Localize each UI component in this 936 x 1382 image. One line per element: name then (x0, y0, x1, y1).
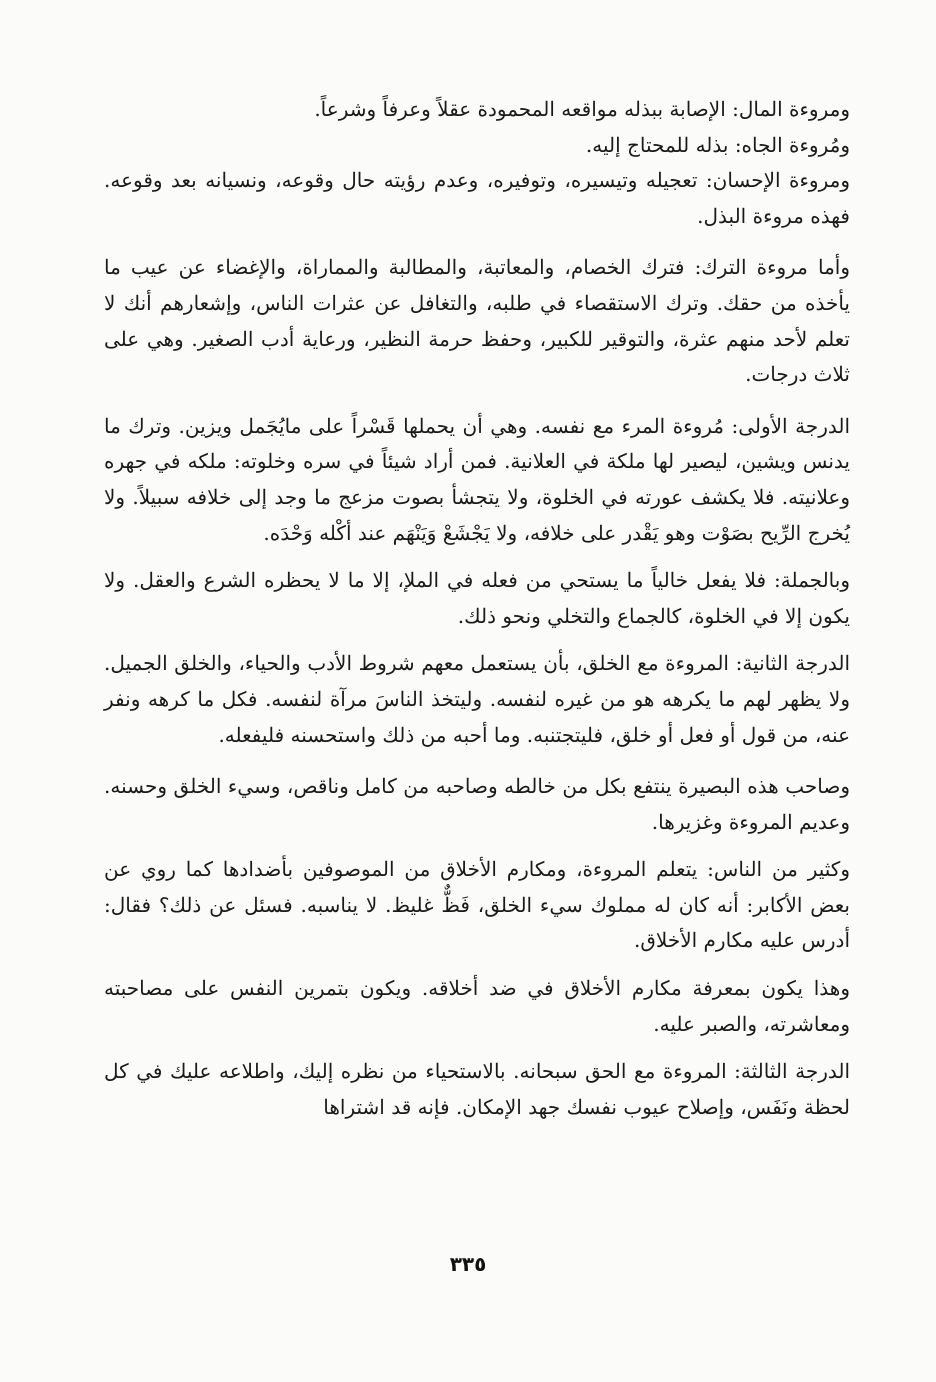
paragraph-second-degree: الدرجة الثانية: المروءة مع الخلق، بأن يستعمل معهم شروط الأدب والحياء، والخلق الجميل. ولا يظهر لهم ما يكرهه هو من غيره لنفسه. وليتخذ الناسَ مرآة لنفسه. فكل ما كرهه ونفر عنه، من قول أو فعل أو خلق، فليتجتنبه. وما أحبه من ذلك واستحسنه فليفعله. (104, 651, 850, 747)
paragraph-learning-from-opposites: وكثير من الناس: يتعلم المروءة، ومكارم الأخلاق من الموصوفين بأضدادها كما روي عن بعض الأكابر: أنه كان له مملوك سيء الخلق، فَظٌّ غليظ. لا يناسبه. فسئل عن ذلك؟ فقال: أدرس عليه مكارم الأخلاق. (104, 857, 850, 953)
paragraph-in-summary: وبالجملة: فلا يفعل خالياً ما يستحي من فعله في الملإ، إلا ما لا يحظره الشرع والعقل. ولا يكون إلا في الخلوة، كالجماع والتخلي ونحو ذلك. (104, 568, 850, 628)
paragraph-first-degree: الدرجة الأولى: مُروءة المرء مع نفسه. وهي أن يحملها قَسْراً على مايُجَمل ويزين. وترك ما يدنس ويشين، ليصير لها ملكة في العلانية. فمن أراد شيئاً في سره وخلوته: ملكه في جهره وعلانيته. فلا يكشف عورته في الخلوة، ولا يتجشأ بصوت مزعج ما وجد إلى خلافه سبيلاً. ولا يُخرج الرِّيح بصَوْت وهو يَقْدر على خلافه، ولا يَجْشَعْ وَيَنْهَم عند أكْله وَحْدَه. (104, 413, 850, 545)
paragraph-status-generosity: ومُروءة الجاه: بذله للمحتاج إليه. (585, 132, 850, 157)
paragraph-third-degree: الدرجة الثالثة: المروءة مع الحق سبحانه. بالاستحياء من نظره إليك، واطلاعه عليك في كل لحظة ونَفَس، وإصلاح عيوب نفسك جهد الإمكان. فإنه قد اشتراها (104, 1059, 850, 1119)
paragraph-kindness-generosity: ومروءة الإحسان: تعجيله وتيسيره، وتوفيره، وعدم رؤيته حال وقوعه، ونسيانه بعد وقوعه. فهذه مروءة البذل. (104, 168, 850, 228)
page-number: ٣٣٥ (449, 1252, 487, 1276)
paragraph-training-the-self: وهذا يكون بمعرفة مكارم الأخلاق في ضد أخلاقه. ويكون بتمرين النفس على مصاحبته ومعاشرته، والصبر عليه. (104, 976, 850, 1036)
paragraph-insight: وصاحب هذه البصيرة ينتفع بكل من خالطه وصاحبه من كامل وناقص، وسيء الخلق وحسنه. وعديم المروءة وغزيرها. (104, 774, 850, 834)
paragraph-wealth-generosity: ومروءة المال: الإصابة ببذله مواقعه المحمودة عقلاً وعرفاً وشرعاً. (314, 97, 850, 121)
paragraph-chivalry-of-restraint: وأما مروءة الترك: فترك الخصام، والمعاتبة، والمطالبة والمماراة، والإغضاء عن عيب ما يأخذه من حقك. وترك الاستقصاء في طلبه، والتغافل عن عثرات الناس، وإشعارهم أنك لا تعلم لأحد منهم عثرة، والتوقير للكبير، وحفظ حرمة النظير، ورعاية أدب الصغير. وهي على ثلاث درجات. (104, 255, 850, 387)
body-text (104, 92, 850, 1125)
